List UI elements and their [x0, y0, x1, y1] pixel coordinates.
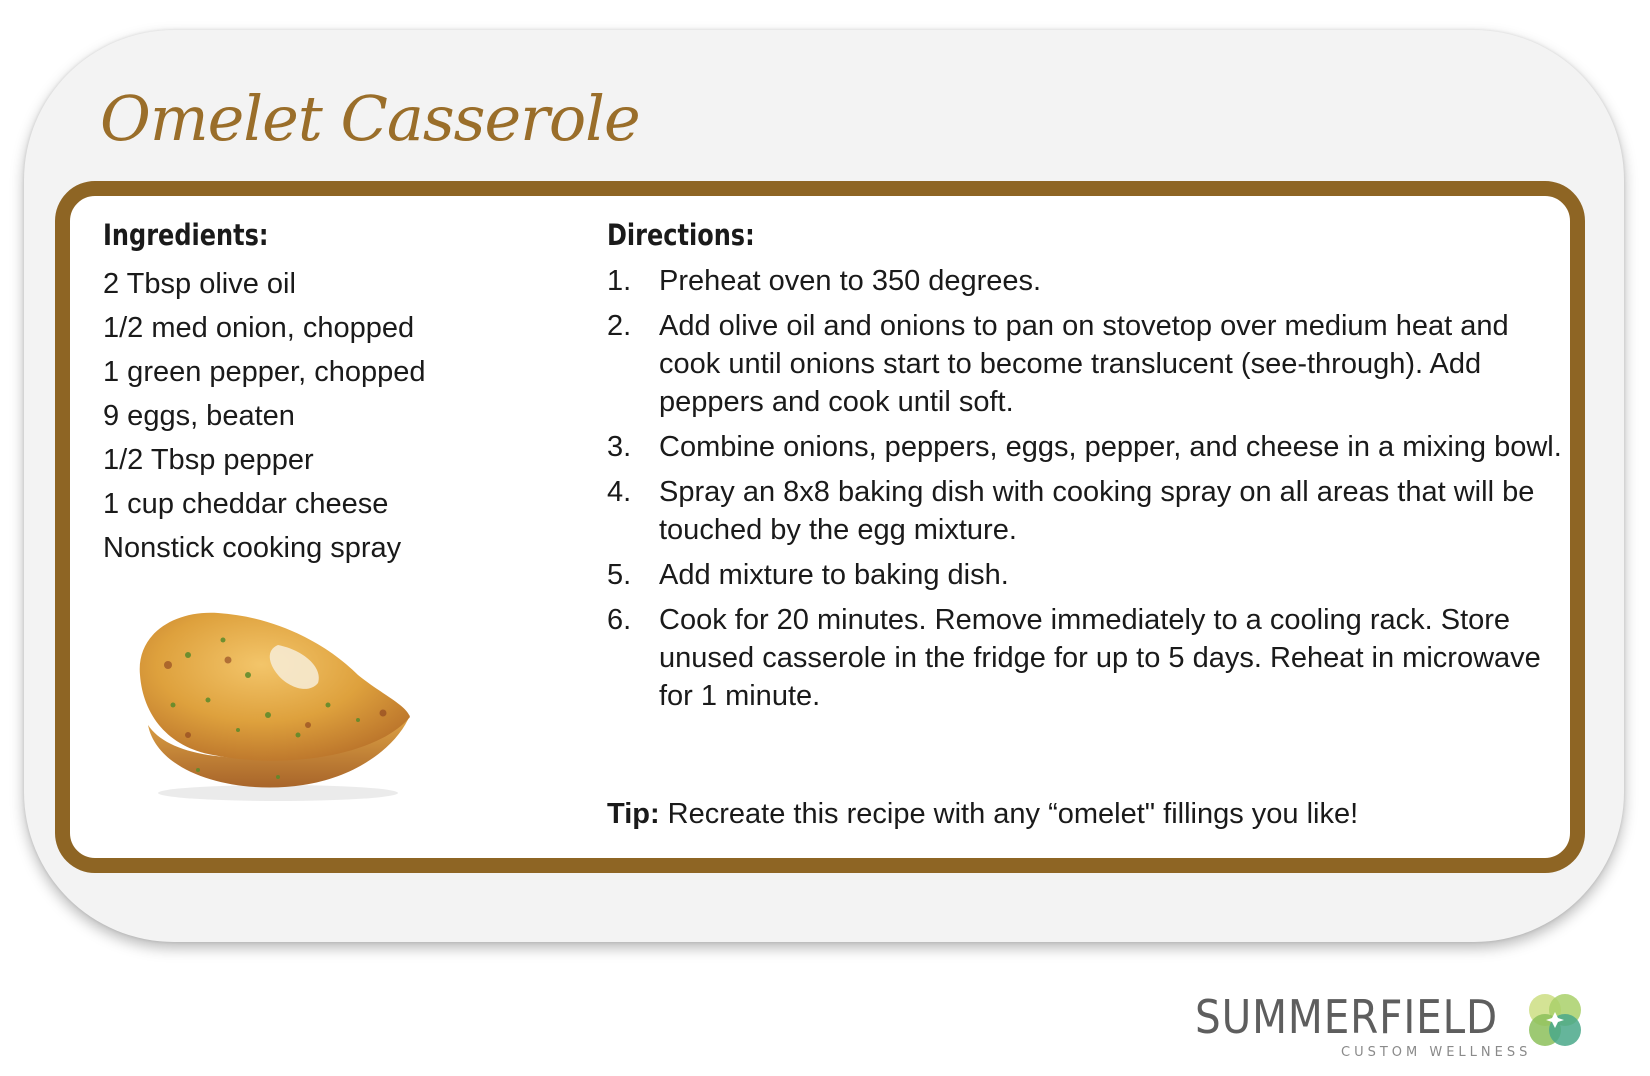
step-text: Spray an 8x8 baking dish with cooking spray on all areas that will be touched by the egg mixture. — [659, 476, 1535, 546]
step-text: Cook for 20 minutes. Remove immediately to a cooling rack. Store unused casserole in the fridge for up to 5 days. Reheat in microwave for 1 minute. — [659, 604, 1541, 712]
direction-step — [607, 262, 1567, 300]
step-number: 5. — [607, 559, 632, 591]
direction-step — [607, 307, 1567, 421]
direction-step — [607, 428, 1567, 466]
direction-step — [607, 473, 1567, 549]
ingredient-item: 9 eggs, beaten — [103, 400, 295, 432]
step-text: Add mixture to baking dish. — [659, 559, 1009, 591]
ingredients-section — [103, 218, 543, 570]
brand-name: SUMMERFIELD — [1195, 990, 1499, 1044]
step-text: Preheat oven to 350 degrees. — [659, 265, 1042, 297]
ingredient-item: 2 Tbsp olive oil — [103, 268, 296, 300]
recipe-title: Omelet Casserole — [100, 82, 640, 155]
clover-logo-icon — [1525, 990, 1585, 1050]
tip-label: Tip: — [607, 798, 660, 830]
step-number: 4. — [607, 476, 632, 508]
step-number: 3. — [607, 431, 632, 463]
ingredient-item: 1 cup cheddar cheese — [103, 488, 389, 520]
direction-step — [607, 556, 1567, 594]
recipe-tip — [607, 798, 1358, 831]
step-number: 2. — [607, 310, 632, 342]
directions-list — [607, 262, 1567, 715]
step-number: 6. — [607, 604, 632, 636]
ingredients-heading: Ingredients: — [103, 218, 269, 252]
ingredient-item: 1/2 med onion, chopped — [103, 312, 415, 344]
ingredient-item: Nonstick cooking spray — [103, 532, 402, 564]
brand-tagline: CUSTOM WELLNESS — [1341, 1045, 1532, 1060]
summerfield-logo — [1195, 990, 1605, 1066]
ingredient-item: 1/2 Tbsp pepper — [103, 444, 314, 476]
ingredients-list — [103, 262, 543, 570]
tip-text: Recreate this recipe with any “omelet" fillings you like! — [659, 798, 1359, 830]
direction-step — [607, 601, 1567, 715]
directions-heading: Directions: — [607, 218, 755, 252]
step-text: Combine onions, peppers, eggs, pepper, and cheese in a mixing bowl. — [659, 431, 1562, 463]
directions-section — [607, 218, 1567, 722]
ingredient-item: 1 green pepper, chopped — [103, 356, 426, 388]
step-text: Add olive oil and onions to pan on stovetop over medium heat and cook until onions start to become translucent (see-through). Add peppers and cook until soft. — [659, 310, 1509, 418]
step-number: 1. — [607, 265, 632, 297]
omelet-photo — [128, 605, 418, 805]
